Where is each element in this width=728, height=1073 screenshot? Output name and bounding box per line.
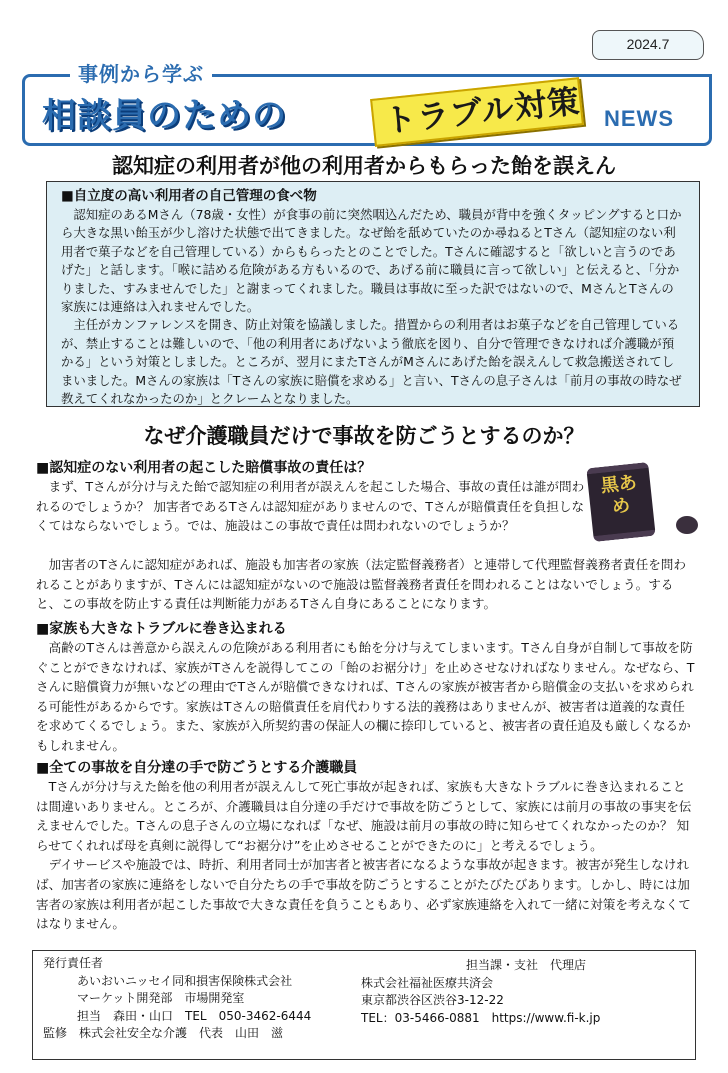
section-paragraph: Tさんが分け与えた飴を他の利用者が誤えんして死亡事故が起きれば、家族も大きなトラブルに巻き込まれることは間違いありません。ところが、介護職員は自分達の手だけで事故を防ごうとして、家族には前月の事故の事実を伝えませんでした。Tさんの息子さんの立場になれば「なぜ、施設は前月の事故の時に知らせてくれなかったのか？ 知らせてくれれば母を真剣に説得して“お裾分け”を止めさせることができたのに」と考えるでしょう。 [36, 779, 692, 853]
publisher-dept: マーケット開発部 市場開発室 [77, 991, 245, 1005]
section-body [36, 777, 696, 934]
section-heading: ■家族も大きなトラブルに巻き込まれる [36, 621, 287, 637]
publisher-label: 発行責任者 [43, 956, 104, 970]
section-body [36, 638, 696, 756]
publisher-company: あいおいニッセイ同和損害保険株式会社 [77, 973, 293, 988]
candy-piece-illustration [676, 516, 698, 534]
agency-contact: TEL：03-5466-0881 https://www.fi-k.jp [361, 1010, 601, 1025]
case-heading: ■自立度の高い利用者の自己管理の食べ物 [61, 188, 317, 204]
issue-date: 2024.7 [592, 30, 704, 60]
section-paragraph: デイサービスや施設では、時折、利用者同士が加害者と被害者になるような事故が起きます。被害が発生しなければ、加害者の家族に連絡をしないで自分たちの手で事故を防ごうとすることがたびたびあります。しかし、時には加害者の家族は利用者が起こした事故で大きな責任を負うこともあり、必ず家族連絡を入れて一緒に対策を考えなくてはなりません。 [36, 857, 691, 932]
publisher-contact: 担当 森田・山口 TEL 050-3462-6444 [77, 1008, 312, 1023]
masthead-title: 相談員のための [42, 96, 287, 136]
supervision-credit: 監修 株式会社安全な介護 代表 山田 滋 [43, 1026, 284, 1040]
section-heading: ■全ての事故を自分達の手で防ごうとする介護職員 [36, 760, 358, 776]
section-paragraph: 加害者のTさんに認知症があれば、施設も加害者の家族（法定監督義務者）と連帯して代理監督義務者責任を問われることがありますが、Tさんには認知症がないので施設は監督義務者責任を問われることはないでしょう。すると、この事故を防止する責任は判断能力があるTさん自身にあることになります。 [36, 557, 686, 612]
case-headline: 認知症の利用者が他の利用者からもらった飴を誤えん [112, 154, 616, 178]
case-paragraph: 主任がカンファレンスを開き、防止対策を協議しました。措置からの利用者はお菓子などを自己管理しているが、禁止することは難しいので、「他の利用者にあげないよう徹底を図り、自分で管理できなければ介護職が預かる」という対策としました。ところが、翌月にまたTさんがMさんにあげた飴を誤えんして救急搬送されてしまいました。Mさんの家族は「Tさんの家族に賠償を求める」と言い、Tさんの息子さんは「前月の事故の時なぜ教えてくれなかったのか」とクレームとなりました。 [61, 317, 682, 407]
candy-bag-label: 黒あめ [599, 472, 638, 518]
agency-info [361, 957, 691, 1027]
agency-name: 株式会社福祉医療共済会 [361, 975, 494, 990]
analysis-headline: なぜ介護職員だけで事故を防ごうとするのか？ [143, 424, 585, 448]
section-paragraph: 高齢のTさんは善意から誤えんの危険がある利用者にも飴を分け与えてしまいます。Tさん自身が自制して事故を防ぐことができなければ、家族がTさんを説得してこの「飴のお裾分け」を止めさせなければなりません。なぜなら、Tさんに賠償資力が無いなどの理由でTさんが賠償できなければ、Tさんの家族が被害者から賠償金の支払いを求められる可能性があるからです。家族はTさんの賠償責任を肩代わりする法的義務はありませんが、被害者は道義的な責任を求めてくるでしょう。また、家族が入所契約書の保証人の欄に捺印していると、被害者の責任追及も厳しくなるかもしれません。 [36, 640, 695, 753]
section-body [36, 555, 696, 614]
section-paragraph: まず、Tさんが分け与えた飴で認知症の利用者が誤えんを起こした場合、事故の責任は誰が問われるのでしょうか？ 加害者であるTさんは認知症がありませんので、Tさんが賠償責任を負担しなくてはならないでしょう。では、施設はこの事故で責任は問われないのでしょうか？ [36, 479, 585, 534]
section-heading: ■認知症のない利用者の起こした賠償事故の責任は？ [36, 460, 372, 476]
masthead-kicker: 事例から学ぶ [70, 58, 212, 87]
publisher-footer [32, 950, 696, 1060]
agency-address: 東京都渋谷区渋谷3-12-22 [361, 993, 504, 1007]
brand-title: トラブル対策 [382, 81, 583, 141]
agency-label: 担当課・支社 代理店 [465, 958, 586, 972]
publisher-info [43, 955, 373, 1043]
case-paragraph: 認知症のあるMさん（78歳・女性）が食事の前に突然咽込んだため、職員が背中を強くタッピングすると口から大きな黒い飴玉が少し溶けた状態で出てきました。なぜ飴を舐めていたのか尋ねるとTさん（認知症のない利用者で菓子などを自己管理している）からもらったとのことでした。Tさんに確認すると「欲しいと言うのであげた」と話します。「喉に詰める危険がある方もいるので、あげる前に職員に言って欲しい」と伝えると、「分かりました、すみませんでした」と謝まってくれました。職員は事故に至った訳ではないので、MさんとTさんの家族には連絡は入れませんでした。 [61, 207, 682, 315]
news-label: NEWS [604, 106, 674, 131]
case-box [46, 181, 700, 407]
section-body [36, 477, 586, 536]
